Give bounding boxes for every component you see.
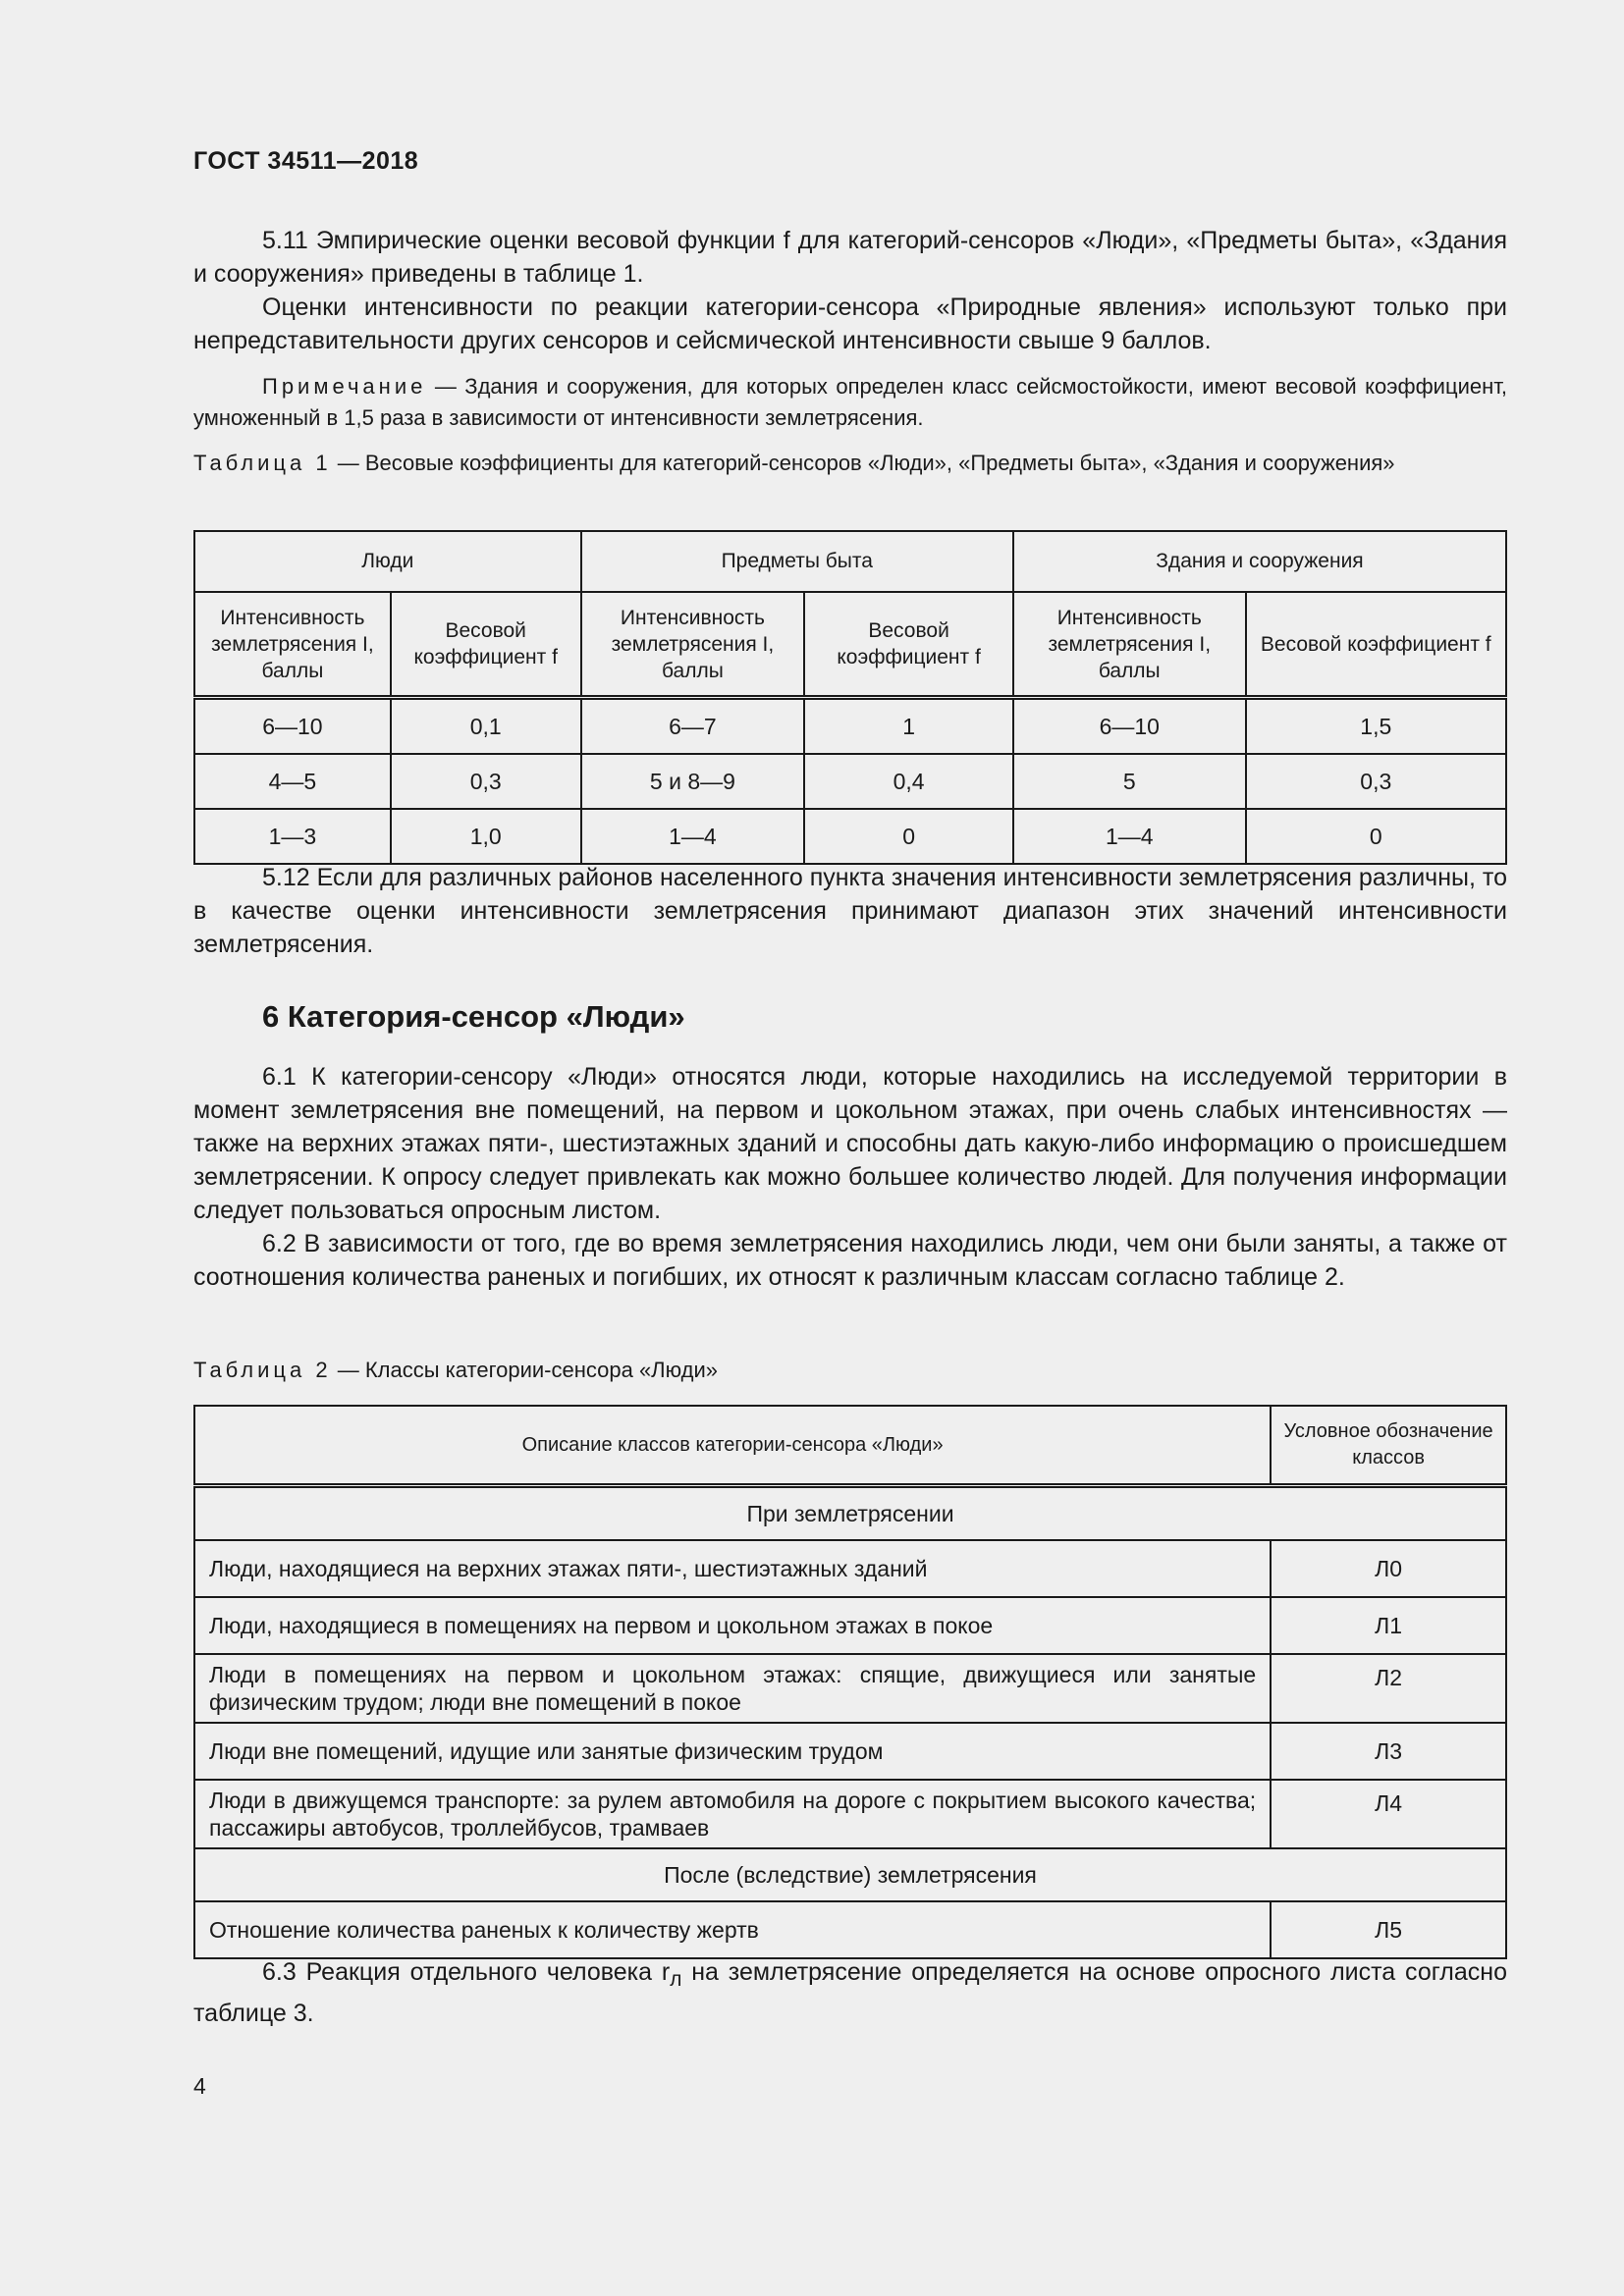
table1-caption-label: Таблица 1 <box>193 451 332 475</box>
table2-code-cell: Л5 <box>1271 1901 1506 1958</box>
table1-group-buildings: Здания и сооружения <box>1013 531 1506 592</box>
paragraph-5-12: 5.12 Если для различных районов населенного пункта значения интенсивности землетрясения различны, то в качестве оценки интенсивности землетрясения принимают диапазон этих значений интенсивности землетрясения. <box>193 864 1507 958</box>
table1-cell: 1,5 <box>1246 698 1506 755</box>
table1-cell: 1 <box>804 698 1013 755</box>
table1-cell: 1,0 <box>391 809 581 864</box>
table2-row <box>194 1780 1506 1848</box>
table1-cell: 1—3 <box>194 809 391 864</box>
table2-row <box>194 1901 1506 1958</box>
table1-col-intensity: Интенсивность землетрясения I, баллы <box>194 592 391 698</box>
paragraph-6-3-start: 6.3 Реакция отдельного человека r <box>262 1958 671 1986</box>
table1-col-weight: Весовой коэффициент f <box>804 592 1013 698</box>
table1-cell: 5 и 8—9 <box>581 754 805 809</box>
document-header: ГОСТ 34511—2018 <box>193 147 419 175</box>
paragraph-5-11: 5.11 Эмпирические оценки весовой функции f для категорий-сенсоров «Люди», «Предметы быта», «Здания и сооружения» приведены в таблице 1. <box>193 227 1507 288</box>
table2-desc-cell: Люди, находящиеся в помещениях на первом и цокольном этажах в покое <box>194 1597 1271 1654</box>
table2-col-code: Условное обозначение классов <box>1271 1406 1506 1486</box>
table2-row <box>194 1540 1506 1597</box>
note-text: — Здания и сооружения, для которых определен класс сейсмостойкости, имеют весовой коэффициент, умноженный в 1,5 раза в зависимости от интенсивности землетрясения. <box>193 374 1507 430</box>
table1-cell: 1—4 <box>1013 809 1246 864</box>
table1-cell: 6—7 <box>581 698 805 755</box>
paragraph-6-3-subscript: л <box>670 1968 682 1991</box>
table2-desc-cell: Люди в помещениях на первом и цокольном этажах: спящие, движущиеся или занятые физическим трудом; люди вне помещений в покое <box>194 1654 1271 1723</box>
table1-group-household: Предметы быта <box>581 531 1013 592</box>
table2-code-cell: Л2 <box>1271 1654 1506 1723</box>
table1-cell: 0,4 <box>804 754 1013 809</box>
table1-col-weight: Весовой коэффициент f <box>391 592 581 698</box>
table1-col-weight: Весовой коэффициент f <box>1246 592 1506 698</box>
table2-code-cell: Л0 <box>1271 1540 1506 1597</box>
table2-code-cell: Л4 <box>1271 1780 1506 1848</box>
paragraph-6-2: 6.2 В зависимости от того, где во время землетрясения находились люди, чем они были заняты, а также от соотношения количества раненых и погибших, их относят к различным классам согласно таблице 2. <box>193 1230 1507 1291</box>
table2-section-after: После (вследствие) землетрясения <box>194 1848 1506 1901</box>
table2-desc-cell: Люди, находящиеся на верхних этажах пяти-, шестиэтажных зданий <box>194 1540 1271 1597</box>
table1-row <box>194 754 1506 809</box>
note-label: Примечание <box>262 374 427 399</box>
table1-row <box>194 698 1506 755</box>
table1-cell: 6—10 <box>194 698 391 755</box>
paragraph-6-3-end: на землетрясение определяется на основе опросного листа согласно таблице 3. <box>193 1958 1507 2027</box>
paragraph-6-3 <box>193 1955 1507 2030</box>
table2-desc-cell: Люди вне помещений, идущие или занятые физическим трудом <box>194 1723 1271 1780</box>
table1-caption <box>193 448 1507 479</box>
table1-cell: 4—5 <box>194 754 391 809</box>
table1-row <box>194 809 1506 864</box>
paragraph-5-11-natural: Оценки интенсивности по реакции категории-сенсора «Природные явления» используют только при непредставительности других сенсоров и сейсмической интенсивности свыше 9 баллов. <box>193 294 1507 354</box>
table1-cell: 1—4 <box>581 809 805 864</box>
table1-cell: 0 <box>1246 809 1506 864</box>
table2-col-description: Описание классов категории-сенсора «Люди» <box>194 1406 1271 1486</box>
table1-col-intensity: Интенсивность землетрясения I, баллы <box>1013 592 1246 698</box>
table2-section-during: При землетрясении <box>194 1486 1506 1541</box>
table2-code-cell: Л3 <box>1271 1723 1506 1780</box>
paragraph-6-1: 6.1 К категории-сенсору «Люди» относятся люди, которые находились на исследуемой территории в момент землетрясения вне помещений, на первом и цокольном этажах, при очень слабых интенсивностях — также на верхних этажах пяти-, шестиэтажных зданий и способны дать какую-либо информацию о происшедшем землетрясении. К опросу следует привлекать как можно большее количество людей. Для получения информации следует пользоваться опросным листом. <box>193 1063 1507 1224</box>
table2-desc-cell: Отношение количества раненых к количеству жертв <box>194 1901 1271 1958</box>
table1-cell: 0,1 <box>391 698 581 755</box>
page-number: 4 <box>193 2073 206 2099</box>
table2-desc-cell: Люди в движущемся транспорте: за рулем автомобиля на дороге с покрытием высокого качества; пассажиры автобусов, троллейбусов, трамваев <box>194 1780 1271 1848</box>
section-6-heading: 6 Категория-сенсор «Люди» <box>262 999 685 1034</box>
table1-caption-text: — Весовые коэффициенты для категорий-сенсоров «Люди», «Предметы быта», «Здания и сооружения» <box>331 451 1395 475</box>
table1-group-people: Люди <box>194 531 581 592</box>
table1-cell: 0,3 <box>1246 754 1506 809</box>
table2-row <box>194 1654 1506 1723</box>
table-people-classes <box>193 1405 1507 1959</box>
table2-code-cell: Л1 <box>1271 1597 1506 1654</box>
table1-cell: 6—10 <box>1013 698 1246 755</box>
table2-row <box>194 1597 1506 1654</box>
note-paragraph <box>193 371 1507 434</box>
table-weight-coefficients <box>193 530 1507 865</box>
table2-caption <box>193 1355 1507 1386</box>
table2-caption-label: Таблица 2 <box>193 1358 332 1382</box>
table1-cell: 5 <box>1013 754 1246 809</box>
table1-cell: 0 <box>804 809 1013 864</box>
table2-caption-text: — Классы категории-сенсора «Люди» <box>331 1358 718 1382</box>
table1-cell: 0,3 <box>391 754 581 809</box>
table2-row <box>194 1723 1506 1780</box>
table1-col-intensity: Интенсивность землетрясения I, баллы <box>581 592 805 698</box>
